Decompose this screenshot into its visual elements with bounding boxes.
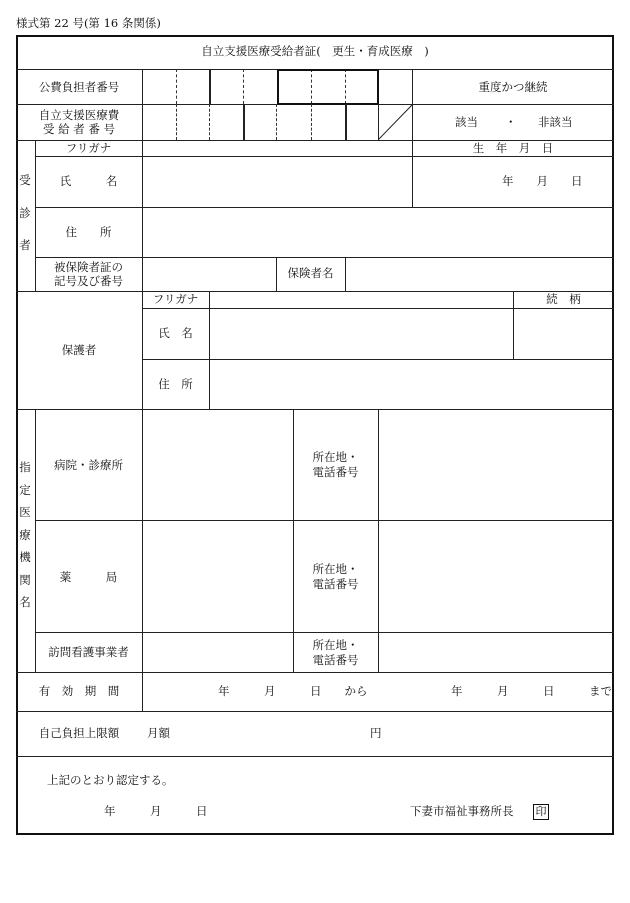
certification-statement: 上記のとおり認定する。 — [47, 773, 174, 787]
nursing-location-label-1: 所在地・ — [312, 638, 359, 652]
monthly-label: 月額 — [147, 726, 170, 740]
guardian-section-label: 保護者 — [61, 343, 97, 357]
form-number-label: 様式第 22 号(第 16 条関係) — [16, 16, 161, 30]
guardian-furigana-label: フリガナ — [152, 292, 199, 306]
hospital-location-label-1: 所在地・ — [312, 450, 359, 464]
insurer-name-label: 保険者名 — [287, 266, 334, 280]
diagonal-slash-cell — [378, 104, 413, 141]
pharmacy-location-label-2: 電話番号 — [312, 577, 359, 591]
official-seal-mark: 印 — [533, 804, 549, 820]
applicable-option: 該当 — [455, 115, 478, 129]
payer-number-highlight-box — [277, 69, 379, 105]
pharmacy-location-label-1: 所在地・ — [312, 562, 359, 576]
certificate-form-frame — [16, 35, 614, 835]
public-payer-number-label: 公費負担者番号 — [38, 80, 120, 94]
patient-furigana-label: フリガナ — [65, 141, 112, 155]
patient-name-label: 氏 名 — [59, 174, 118, 188]
validity-from: 年 月 日 から — [218, 684, 368, 698]
guardian-address-label: 住 所 — [158, 377, 193, 391]
birth-date-field: 年 月 日 — [502, 174, 583, 188]
patient-section-label: 受 診 者 — [19, 173, 31, 252]
institutions-section-label: 指 定 医 療 機 関 名 — [19, 460, 31, 609]
yen-label: 円 — [370, 726, 382, 740]
patient-address-label: 住 所 — [65, 225, 112, 239]
certificate-title: 自立支援医療受給者証( 更生・育成医療 ) — [201, 44, 429, 58]
recipient-number-label-1: 自立支援医療費 — [38, 108, 120, 122]
pharmacy-label: 薬 局 — [59, 570, 118, 584]
option-separator: ・ — [505, 115, 517, 129]
validity-to: 年 月 日 まで — [451, 684, 612, 698]
hospital-clinic-label: 病院・診療所 — [54, 458, 123, 472]
relationship-label: 続 柄 — [546, 292, 581, 306]
hospital-location-label-2: 電話番号 — [312, 465, 359, 479]
issue-date: 年 月 日 — [104, 804, 208, 818]
recipient-number-label-2: 受 給 者 番 号 — [42, 122, 116, 136]
copay-limit-label: 自己負担上限額 — [38, 726, 120, 740]
guardian-name-label: 氏 名 — [158, 326, 193, 340]
birth-date-label: 生 年 月 日 — [472, 141, 554, 155]
severe-continuous-label: 重度かつ継続 — [478, 80, 548, 94]
nursing-location-label-2: 電話番号 — [312, 653, 359, 667]
validity-period-label: 有 効 期 間 — [38, 684, 120, 698]
insurance-card-label-2: 記号及び番号 — [54, 274, 123, 288]
home-nursing-label: 訪問看護事業者 — [48, 645, 129, 659]
insurance-card-label-1: 被保険者証の — [54, 260, 123, 274]
issuer-name: 下妻市福祉事務所長 — [410, 804, 514, 818]
not-applicable-option: 非該当 — [538, 115, 573, 129]
